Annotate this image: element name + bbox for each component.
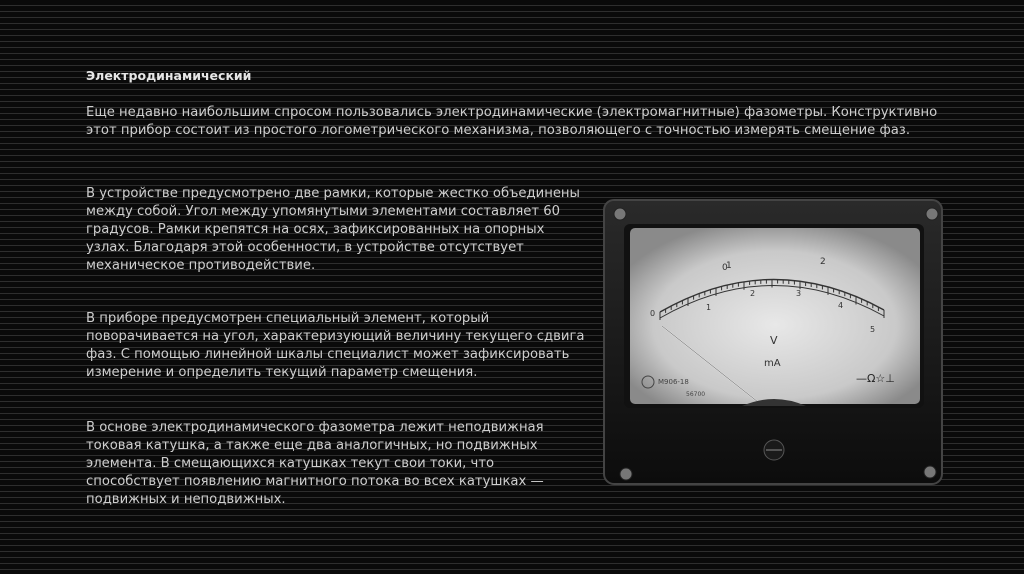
screw-icon [926, 208, 938, 220]
meter-photo [602, 196, 944, 488]
unit-label-top: V [770, 334, 778, 347]
serial-label: 56700 [686, 391, 706, 398]
screw-icon [620, 468, 632, 480]
upper-scale-label: 1 [726, 261, 732, 271]
lower-scale-label: 0 [650, 309, 656, 318]
unit-label-bottom: mA [764, 358, 781, 369]
screw-icon [614, 208, 626, 220]
screw-icon [924, 466, 936, 478]
upper-scale-label: 0 [722, 263, 728, 273]
lower-scale-label: 5 [870, 325, 876, 334]
intro-paragraph: Еще недавно наибольшим спросом пользовались электродинамические (электромагнитные) фазометры. Конструктивно этот прибор состоит из простого логометрического механизма, позволяющего с точностью измерять смещение фаз. [86, 105, 938, 138]
symbols-label: —Ω☆⊥ [856, 372, 895, 385]
lower-scale-label: 2 [750, 289, 756, 298]
paragraph-frames: В устройстве предусмотрено две рамки, которые жестко объединены между собой. Угол между упомянутыми элементами составляет 60 градусов. Рамки крепятся на осях, зафиксированных на опорных узлах. Благодаря этой особенности, в устройстве отсутствует механическое противодействие. [86, 186, 580, 273]
upper-scale-label: 2 [820, 257, 826, 267]
lower-scale-label: 4 [838, 301, 844, 310]
slide-heading: Электродинамический [86, 68, 252, 83]
model-label: M906-18 [658, 378, 689, 386]
paragraph-pointer: В приборе предусмотрен специальный элемент, который поворачивается на угол, характеризующий величину текущего сдвига фаз. С помощью линейной шкалы специалист может зафиксировать измерение и определить текущий параметр смещения. [86, 311, 585, 380]
paragraph-coils: В основе электродинамического фазометра лежит неподвижная токовая катушка, а также еще два аналогичных, но подвижных элемента. В смещающихся катушках текут свои токи, что способствует появлению магнитного потока во всех катушках — подвижных и неподвижных. [86, 420, 544, 507]
lower-scale-label: 3 [796, 289, 802, 298]
lower-scale-label: 1 [706, 303, 712, 312]
